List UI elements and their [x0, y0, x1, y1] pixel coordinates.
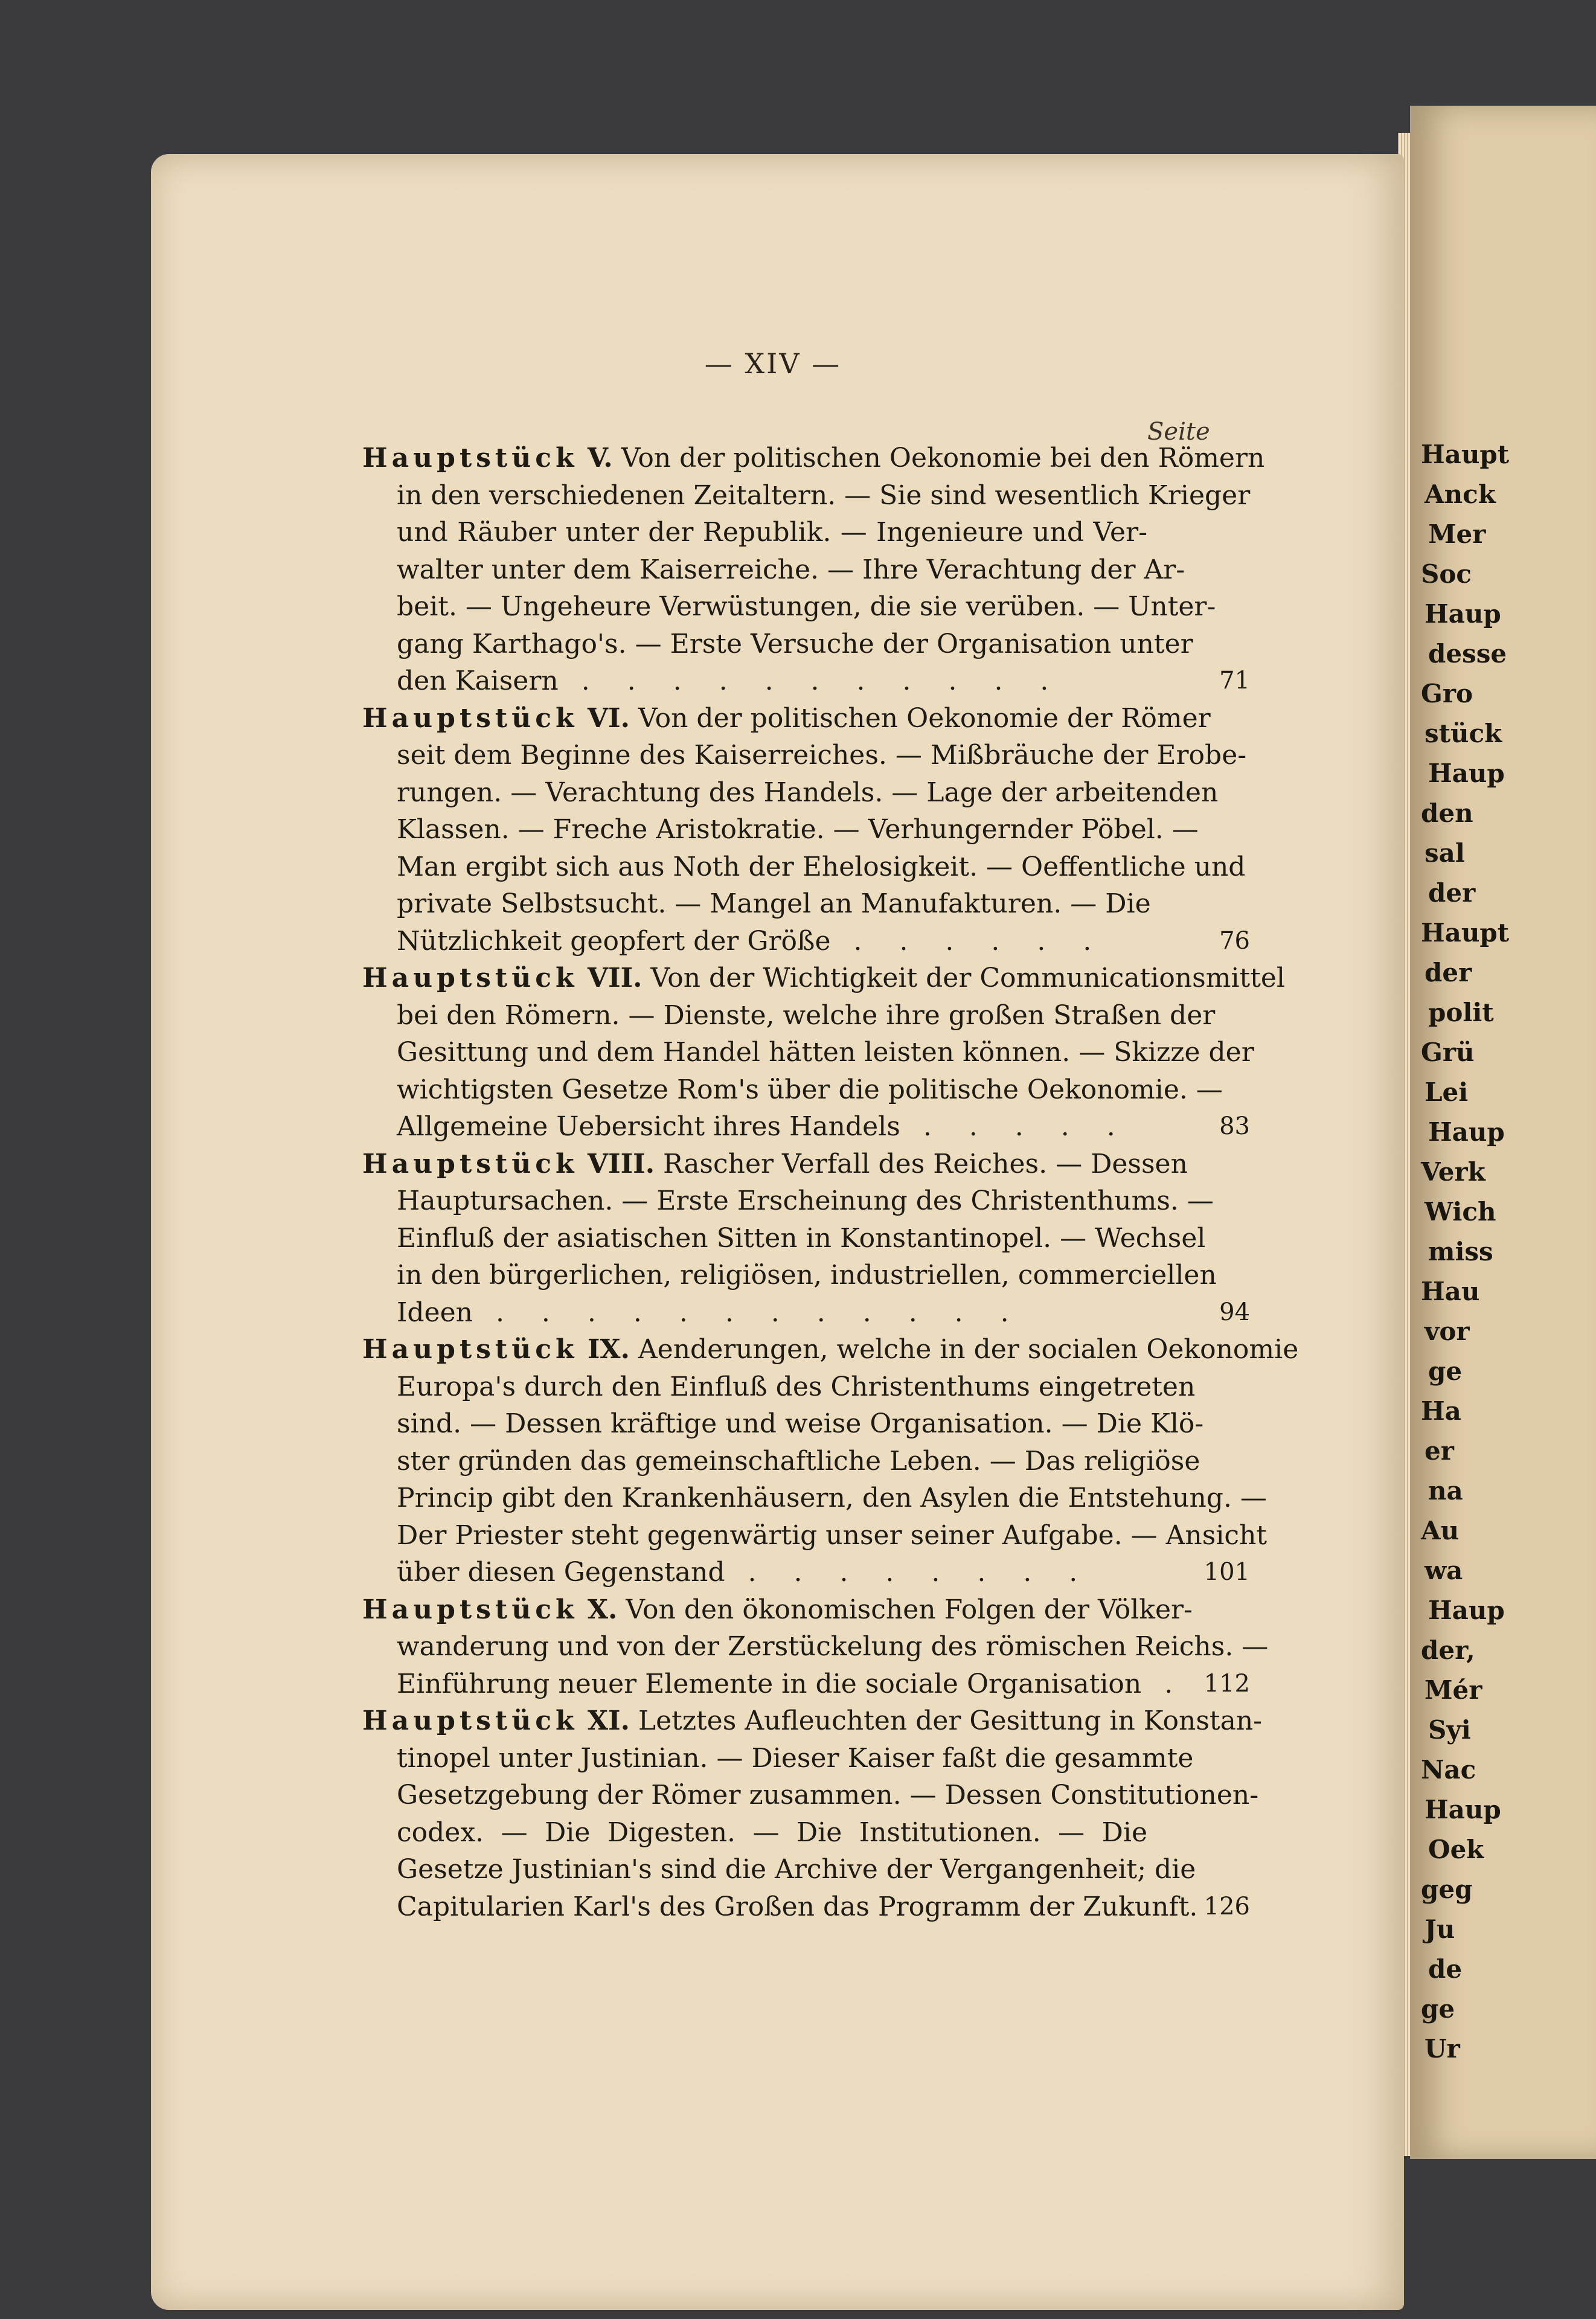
toc-entry-line	[362, 1740, 1194, 1777]
page-number: 76	[1219, 926, 1250, 955]
adjacent-page-fragment: Haup	[1428, 1596, 1505, 1625]
chapter-summary: Hauptursachen. — Erste Erscheinung des Christenthums. —	[397, 1185, 1214, 1216]
chapter-summary: ster gründen das gemeinschaftliche Leben. — Das religiöse	[397, 1445, 1200, 1477]
table-of-contents	[362, 440, 1299, 1925]
adjacent-page-fragment: sal	[1425, 838, 1465, 868]
page-number: 126	[1203, 1892, 1250, 1920]
chapter-label: Hauptstück	[362, 1334, 578, 1365]
chapter-summary: codex. — Die Digesten. — Die Institutionen. — Die	[397, 1817, 1147, 1848]
adjacent-page-fragment: Mér	[1425, 1675, 1482, 1705]
toc-entry	[362, 960, 1285, 1146]
adjacent-page-fragment: Verk	[1421, 1157, 1485, 1187]
adjacent-page-fragment: ge	[1421, 1994, 1455, 2024]
adjacent-page-fragment: der	[1425, 958, 1472, 987]
chapter-summary: Von der politischen Oekonomie bei den Römern	[612, 443, 1265, 473]
chapter-label: Hauptstück	[362, 1148, 578, 1179]
chapter-summary: sind. — Dessen kräftige und weise Organisation. — Die Klö-	[397, 1408, 1204, 1439]
adjacent-page-fragment: geg	[1421, 1875, 1473, 1904]
toc-entry-line	[362, 1146, 1188, 1183]
adjacent-page-fragment: der	[1428, 878, 1476, 908]
toc-entry-line	[362, 1368, 1196, 1406]
chapter-summary: Einfluß der asiatischen Sitten in Konstantinopel. — Wechsel	[397, 1222, 1206, 1254]
adjacent-page-fragment: Ur	[1425, 2034, 1460, 2064]
adjacent-page-fragment: Haup	[1425, 1795, 1501, 1824]
chapter-label: Hauptstück	[362, 702, 578, 734]
chapter-summary: bei den Römern. — Dienste, welche ihre großen Straßen der	[397, 999, 1216, 1031]
adjacent-page-fragment: Hau	[1421, 1277, 1480, 1306]
chapter-summary: Princip gibt den Krankenhäusern, den Asylen die Entstehung. —	[397, 1483, 1267, 1513]
page-header: — XIV —	[704, 347, 842, 380]
toc-entry-line	[362, 1851, 1196, 1888]
chapter-label: Hauptstück	[362, 1594, 578, 1625]
adjacent-page-fragment: Anck	[1425, 480, 1496, 509]
adjacent-page-fragment: vor	[1425, 1317, 1470, 1346]
chapter-number: IX.	[578, 1334, 630, 1365]
chapter-summary: wichtigsten Gesetze Rom's über die politische Oekonomie. —	[397, 1074, 1223, 1105]
adjacent-page-fragment: polit	[1428, 998, 1494, 1027]
chapter-summary: Man ergibt sich aus Noth der Ehelosigkeit. — Oeffentliche und	[397, 851, 1246, 882]
chapter-summary: den Kaisern	[397, 666, 559, 696]
chapter-summary: in den verschiedenen Zeitaltern. — Sie sind wesentlich Krieger	[397, 480, 1251, 511]
toc-entry-line	[362, 1702, 1263, 1740]
chapter-summary: beit. — Ungeheure Verwüstungen, die sie verüben. — Unter-	[397, 591, 1216, 622]
page-number: 101	[1203, 1558, 1250, 1586]
adjacent-page-fragment: stück	[1425, 719, 1502, 748]
toc-entry-line	[362, 662, 1147, 700]
chapter-summary: Capitularien Karl's des Großen das Programm der Zukunft.	[397, 1891, 1198, 1922]
adjacent-page-fragment: ge	[1428, 1356, 1463, 1386]
toc-entry-line	[362, 848, 1246, 886]
chapter-summary: Nützlichkeit geopfert der Größe	[397, 925, 831, 957]
chapter-summary: gang Karthago's. — Erste Versuche der Organisation unter	[397, 628, 1193, 659]
toc-entry	[362, 700, 1250, 960]
chapter-number: VIII.	[578, 1148, 655, 1179]
toc-entry-line	[362, 1257, 1217, 1294]
chapter-number: XI.	[578, 1705, 630, 1736]
adjacent-page-fragment: Haup	[1425, 599, 1501, 629]
toc-entry-line	[362, 997, 1216, 1034]
adjacent-page-fragment: Au	[1421, 1516, 1460, 1545]
toc-entry	[362, 1702, 1263, 1925]
chapter-summary: rungen. — Verachtung des Handels. — Lage der arbeitenden	[397, 777, 1219, 808]
adjacent-page-fragment: desse	[1428, 639, 1507, 669]
chapter-label: Hauptstück	[362, 963, 578, 993]
toc-entry-line	[362, 626, 1193, 663]
toc-entry-line	[362, 1220, 1206, 1257]
chapter-summary: Von den ökonomischen Folgen der Völker-	[617, 1594, 1193, 1625]
toc-entry-line	[362, 1405, 1204, 1443]
toc-entry	[362, 1331, 1299, 1591]
chapter-summary: über diesen Gegenstand	[397, 1557, 725, 1588]
chapter-label: Hauptstück	[362, 1705, 578, 1736]
toc-entry-line	[362, 1034, 1254, 1071]
chapter-summary: Der Priester steht gegenwärtig unser seiner Aufgabe. — Ansicht	[397, 1519, 1268, 1551]
toc-entry	[362, 1146, 1250, 1332]
toc-entry-line	[362, 1517, 1268, 1554]
chapter-summary: Gesetzgebung der Römer zusammen. — Dessen Constitutionen-	[397, 1780, 1259, 1811]
chapter-summary: Gesetze Justinian's sind die Archive der Vergangenheit; die	[397, 1854, 1196, 1885]
chapter-summary: Allgemeine Uebersicht ihres Handels	[397, 1111, 900, 1142]
leader-dots: . . . . . .	[830, 925, 1106, 957]
chapter-summary: Einführung neuer Elemente in die sociale Organisation	[397, 1668, 1142, 1699]
toc-entry	[362, 1591, 1269, 1703]
chapter-summary: und Räuber unter der Republik. — Ingenieure und Ver-	[397, 517, 1147, 548]
adjacent-page-fragment: Ju	[1425, 1914, 1455, 1944]
toc-entry-line	[362, 774, 1219, 812]
adjacent-page-fragment: Ha	[1421, 1396, 1461, 1426]
chapter-summary: Letztes Aufleuchten der Gesittung in Konstan-	[629, 1705, 1263, 1736]
adjacent-page-fragment: Haup	[1428, 1117, 1505, 1147]
leader-dots: . . . . . . . .	[725, 1557, 1092, 1588]
adjacent-page-fragment: Gro	[1421, 679, 1473, 708]
adjacent-page-fragment: Grü	[1421, 1038, 1475, 1067]
chapter-summary: seit dem Beginne des Kaiserreiches. — Mißbräuche der Erobe-	[397, 740, 1247, 771]
chapter-summary: Klassen. — Freche Aristokratie. — Verhungernder Pöbel. —	[397, 814, 1199, 845]
adjacent-page-fragment: Haupt	[1421, 918, 1510, 948]
chapter-label: Hauptstück	[362, 443, 578, 473]
adjacent-page-fragment: Haupt	[1421, 440, 1510, 469]
adjacent-page-fragment: na	[1428, 1476, 1463, 1506]
toc-entry-line	[362, 960, 1285, 997]
adjacent-page-fragment: miss	[1428, 1237, 1493, 1266]
toc-entry-line	[362, 885, 1151, 923]
adjacent-page-fragment: Nac	[1421, 1755, 1476, 1785]
chapter-summary: Aenderungen, welche in der socialen Oekonomie	[629, 1334, 1299, 1365]
toc-entry-line	[362, 1777, 1259, 1814]
toc-entry-line	[362, 1331, 1299, 1368]
chapter-summary: walter unter dem Kaiserreiche. — Ihre Verachtung der Ar-	[397, 554, 1185, 585]
chapter-summary: wanderung und von der Zerstückelung des römischen Reichs. —	[397, 1631, 1269, 1662]
chapter-number: VII.	[578, 963, 643, 993]
adjacent-page-fragment: de	[1428, 1954, 1463, 1984]
toc-entry-line	[362, 1814, 1147, 1852]
leader-dots: . . . . . . . . . . .	[558, 666, 1063, 696]
adjacent-page-fragment: wa	[1425, 1556, 1463, 1585]
chapter-summary: tinopel unter Justinian. — Dieser Kaiser faßt die gesammte	[397, 1742, 1194, 1774]
toc-entry-line	[362, 811, 1199, 848]
seite-column-label: Seite	[1147, 418, 1210, 446]
chapter-summary: in den bürgerlichen, religiösen, industriellen, commerciellen	[397, 1260, 1217, 1291]
page-number: 83	[1219, 1112, 1250, 1140]
page-number: 94	[1219, 1298, 1250, 1326]
toc-entry-line	[362, 1108, 1147, 1146]
toc-entry-line	[362, 1666, 1188, 1703]
page-number: 112	[1203, 1669, 1250, 1698]
adjacent-page-fragment: Soc	[1421, 559, 1472, 589]
page-number: 71	[1219, 667, 1250, 694]
leader-dots: .	[1141, 1668, 1188, 1699]
adjacent-page-fragment: Wich	[1425, 1197, 1496, 1227]
chapter-number: V.	[578, 443, 613, 473]
chapter-summary: Von der politischen Oekonomie der Römer	[629, 702, 1211, 734]
adjacent-page-fragment: Syi	[1428, 1715, 1471, 1745]
toc-entry-line	[362, 1554, 1147, 1591]
toc-entry-line	[362, 1480, 1267, 1517]
toc-entry-line	[362, 700, 1211, 737]
chapter-summary: Europa's durch den Einfluß des Christenthums eingetreten	[397, 1371, 1196, 1402]
chapter-summary: Von der Wichtigkeit der Communicationsmittel	[642, 963, 1285, 993]
adjacent-page	[1410, 106, 1596, 2159]
chapter-number: X.	[578, 1594, 618, 1625]
toc-entry-line	[362, 1888, 1198, 1926]
toc-entry-line	[362, 1182, 1214, 1220]
adjacent-page-fragment: Mer	[1428, 519, 1486, 549]
adjacent-page-fragment: Haup	[1428, 759, 1505, 788]
chapter-summary: Rascher Verfall des Reiches. — Dessen	[655, 1148, 1188, 1179]
adjacent-page-fragment: Oek	[1428, 1835, 1484, 1864]
toc-entry-line	[362, 514, 1147, 551]
adjacent-page-fragment: den	[1421, 798, 1473, 828]
toc-entry-line	[362, 1443, 1200, 1480]
toc-entry-line	[362, 440, 1265, 477]
toc-entry	[362, 440, 1265, 700]
toc-entry-line	[362, 923, 1147, 960]
chapter-summary: Gesittung und dem Handel hätten leisten können. — Skizze der	[397, 1037, 1254, 1068]
toc-entry-line	[362, 1071, 1223, 1109]
chapter-summary: Ideen	[397, 1297, 473, 1328]
adjacent-page-fragment: der,	[1421, 1635, 1475, 1665]
toc-entry-line	[362, 1294, 1147, 1332]
toc-entry-line	[362, 477, 1251, 515]
leader-dots: . . . . . . . . . . . .	[472, 1297, 1024, 1328]
chapter-summary: private Selbstsucht. — Mangel an Manufakturen. — Die	[397, 888, 1151, 919]
adjacent-page-fragment: Lei	[1425, 1077, 1469, 1107]
leader-dots: . . . . .	[900, 1111, 1130, 1142]
toc-entry-line	[362, 588, 1216, 626]
toc-entry-line	[362, 1628, 1269, 1666]
toc-entry-line	[362, 737, 1247, 774]
chapter-number: VI.	[578, 702, 630, 734]
toc-entry-line	[362, 1591, 1193, 1629]
toc-entry-line	[362, 551, 1185, 589]
adjacent-page-fragment: er	[1425, 1436, 1454, 1466]
